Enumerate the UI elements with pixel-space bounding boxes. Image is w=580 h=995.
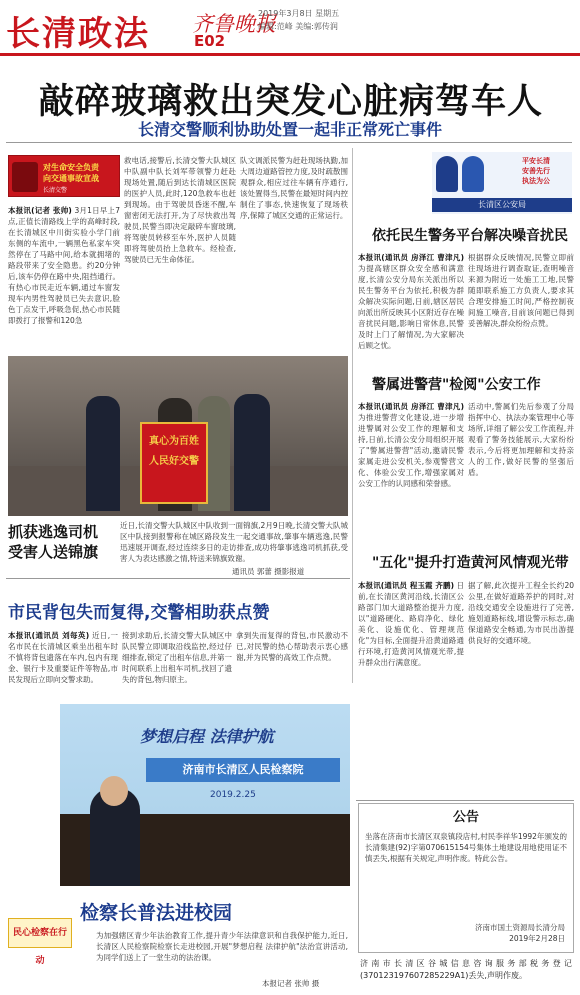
- newspaper-logo: 齐鲁晚报: [192, 12, 276, 36]
- lead-column-2: 救电话,接警后,长清交警大队城区中队副中队长刘军带领警力赶赴现场处置,随后到达长清城区医院的医护人员,此时,120急救车也赶到现场。由于驾驶员昏迷不醒,车窗密闭无法打开,为了尽快救出驾驶员,民警当即决定敲碎车窗玻璃,将驾驶员转移至车外,医护人员随即将驾驶员抬上急救车。经检查,驾驶员已无生命体征。: [124, 156, 236, 264]
- logo-line: 平安长清: [522, 157, 550, 165]
- photo-title: 检察长普法进校园: [80, 902, 233, 924]
- lead-subhead: 长清交警顺利协助处置一起非正常死亡事件: [137, 120, 442, 139]
- person-figure: [86, 396, 120, 511]
- article-column: 拿到失而复得的背包,市民激动不已,对民警的热心帮助表示衷心感谢,并为民警的高效工作点赞。: [236, 631, 348, 662]
- car-icon: [12, 162, 38, 192]
- byline: 本报讯(通讯员 房泽江 曹津凡): [358, 253, 464, 262]
- article-title: 市民背包失而复得,交警相助获点赞: [8, 603, 270, 623]
- column-rule: [352, 148, 353, 683]
- page-number: E02: [194, 32, 226, 50]
- byline: 本报讯(通讯员 房泽江 曹津凡): [358, 402, 464, 411]
- masthead-meta: [258, 7, 339, 33]
- lead-badge: [8, 155, 120, 197]
- article-column: [358, 580, 464, 795]
- photo-slogan: 梦想启程 法律护航: [140, 727, 274, 746]
- photo-title-line: 受害人送锦旗: [8, 543, 99, 561]
- article-column: [358, 401, 464, 543]
- photo-title-line: 抓获逃逸司机: [8, 523, 99, 541]
- photo-credit: 本报记者 张帅 摄: [262, 979, 320, 988]
- divider: [356, 800, 574, 801]
- lead-column-3: 队文调派民警为赶赴现场执勤,加大周边道路管控力度,及时疏散围观群众,相应过往车辆有序通行,该处置得当,民警在最短时间内控制住了事态,快速恢复了现场秩序,保障了城区交通的正常运行。: [240, 156, 348, 220]
- badge-foot: 长清交警: [43, 187, 68, 194]
- article-column: 根据群众反映情况,民警立即前往现场进行调查取证,查明噪音来源为附近一处施工工地,民警随即联系施工方负责人,要求其合理安排施工时间,严格控制夜间施工噪音,目前该问题已得到妥善解决,群众纷纷点赞。: [468, 253, 574, 328]
- police-figure-icon: [436, 156, 458, 192]
- article-text: 日前,在长清区黄河沿线,长清区公路部门加大道路整治提升力度,以"道路硬化、路肩净化、绿化美化、设施优化、管理规范化"为目标,全面提升沿黄道路通行环境,打造黄河风情观光带,提升群众出行满意度。: [358, 581, 464, 667]
- article-column: 活动中,警属们先后参观了分局指挥中心、执法办案管理中心等场所,详细了解公安工作流程,并观看了警务技能展示,大家纷纷表示,今后将更加理解和支持亲人的工作,做好民警的坚强后盾。: [468, 402, 574, 477]
- banner-flag: [140, 422, 208, 504]
- person-figure: [234, 394, 270, 511]
- police-logo: [432, 152, 572, 214]
- lead-text: 3月1日早上7点,正值长清路线上学的高峰时段,在长清城区中川街实验小学门前东侧的车流中,一辆黑色私家车突然停在了马路中间,给本就拥堵的路段带来了安全隐患。约20分钟后,该车仍停在路中央,阻挡通行。有热心市民走近车辆,通过车窗发现车内男性驾驶员已失去意识,脸色丁点发干,呼吸急促,热心市民随即拨打了报警和120急: [8, 206, 120, 325]
- notice-date: 2019年2月28日: [509, 934, 565, 943]
- byline: 本报讯(通讯员 刘每英): [8, 631, 90, 640]
- notice-sign: 济南市国土资源局长清分局: [475, 923, 565, 932]
- article-column: [8, 630, 118, 700]
- lead-column-1: [8, 205, 120, 350]
- flag-line: 真心为百姓: [149, 436, 199, 447]
- procuratorate-badge: 民心检察在行动: [8, 918, 72, 948]
- article-column: 据了解,此次提升工程全长约20公里,在做好道路养护的同时,对沿线交通安全设施进行了完善,施划道路标线,增设警示标志,确保道路安全畅通,为市民出游提供良好的交通环境。: [468, 581, 574, 645]
- photo-org: 济南市长清区人民检察院: [146, 758, 340, 782]
- article-title: 警属进警营"检阅"公安工作: [372, 377, 541, 393]
- flag-line: 人民好交警: [149, 456, 199, 467]
- logo-line: 执法为公: [522, 177, 550, 185]
- photo-credit: 通讯员 郭蕾 摄影报道: [232, 567, 305, 576]
- badge-line: 对生命安全负责: [43, 163, 99, 172]
- editor-credits: 编辑:范峰 美编:郭传润: [258, 22, 338, 31]
- divider: [6, 578, 350, 579]
- school-photo: [60, 704, 350, 886]
- notice-body: 坐落在济南市长清区双泉镇段店村,村民李祥华1992年颁发的长清集建(92)字第070615154号集体土地建设用地使用证不慎丢失,根据有关规定,声明作废。特此公告。: [365, 832, 567, 863]
- logo-line: 安善先行: [522, 167, 550, 175]
- photo-date: 2019.2.25: [210, 790, 256, 800]
- section-title: 长清政法: [6, 14, 150, 54]
- photo-caption: 为加强辖区青少年法治教育工作,提升青少年法律意识和自我保护能力,近日,长清区人民检察院检察长走进校园,开展"梦想启程 法律护航"法治宣讲活动,为同学们送上了一堂生动的法治课。: [96, 931, 348, 962]
- article-text: 为提高辖区群众安全感和满意度,长清公安分局东关派出所以民生警务平台为依托,积极为群众解决实际问题,日前,辖区居民向派出所反映其小区附近存在噪音扰民问题,影响日常休息,民警及时上门了解情况,为大家解决后顾之忧。: [358, 264, 464, 350]
- photo-caption: 近日,长清交警大队城区中队收到一面锦旗,2月9日晚,长清交警大队城区中队接到报警称在城区路段发生一起交通事故,肇事车辆逃逸,民警迅速展开调查,经过连续多日的走访排查,成功将肇事逃逸司机抓获,受害人为表达感激之情,特送来锦旗致谢。: [120, 521, 348, 563]
- article-text: 近日,一名市民在长清城区乘坐出租车时不慎将背包遗落在车内,包内有现金、银行卡及重要证件等物品,市民发现后立即向交警求助。: [8, 631, 118, 684]
- ad-notice: 济南市长清区谷城信息咨询服务部税务登记(370123197607285229A1)丢失,声明作废。: [360, 959, 572, 980]
- notice-title: 公告: [452, 810, 479, 825]
- lead-byline: 本报讯(记者 张帅): [8, 206, 72, 215]
- award-photo: [8, 356, 348, 516]
- photo-title: [8, 522, 98, 562]
- article-title: 依托民生警务平台解决噪音扰民: [372, 228, 568, 244]
- article-column: [358, 252, 464, 362]
- speaker-head: [100, 776, 128, 806]
- logo-foot: 长清区公安局: [432, 198, 572, 212]
- notice-box: [358, 803, 574, 953]
- article-column: 接到求助后,长清交警大队城区中队民警立即调取沿线监控,经过仔细排查,锁定了出租车信息,并第一时间联系上出租车司机,找回了遗失的背包,物归原主。: [122, 631, 232, 684]
- divider: [6, 142, 572, 143]
- badge-line: 向交通事故宣战: [43, 174, 99, 183]
- article-text: 为推进警营文化建设,进一步增进警属对公安工作的理解和支持,日前,长清公安分局组织开展了"警属进警营"活动,邀请民警家属走进公安机关,参观警营文化、体验公安工作,增强家属对公安工作的认同感和荣誉感。: [358, 413, 464, 488]
- byline: 本报讯(通讯员 程玉霞 齐鹏): [358, 581, 455, 590]
- article-title: "五化"提升打造黄河风情观光带: [372, 555, 569, 571]
- lead-headline: 敲碎玻璃救出突发心脏病驾车人: [38, 82, 543, 122]
- police-figure-icon: [462, 156, 484, 192]
- issue-date: 2019年3月8日 星期五: [258, 9, 340, 18]
